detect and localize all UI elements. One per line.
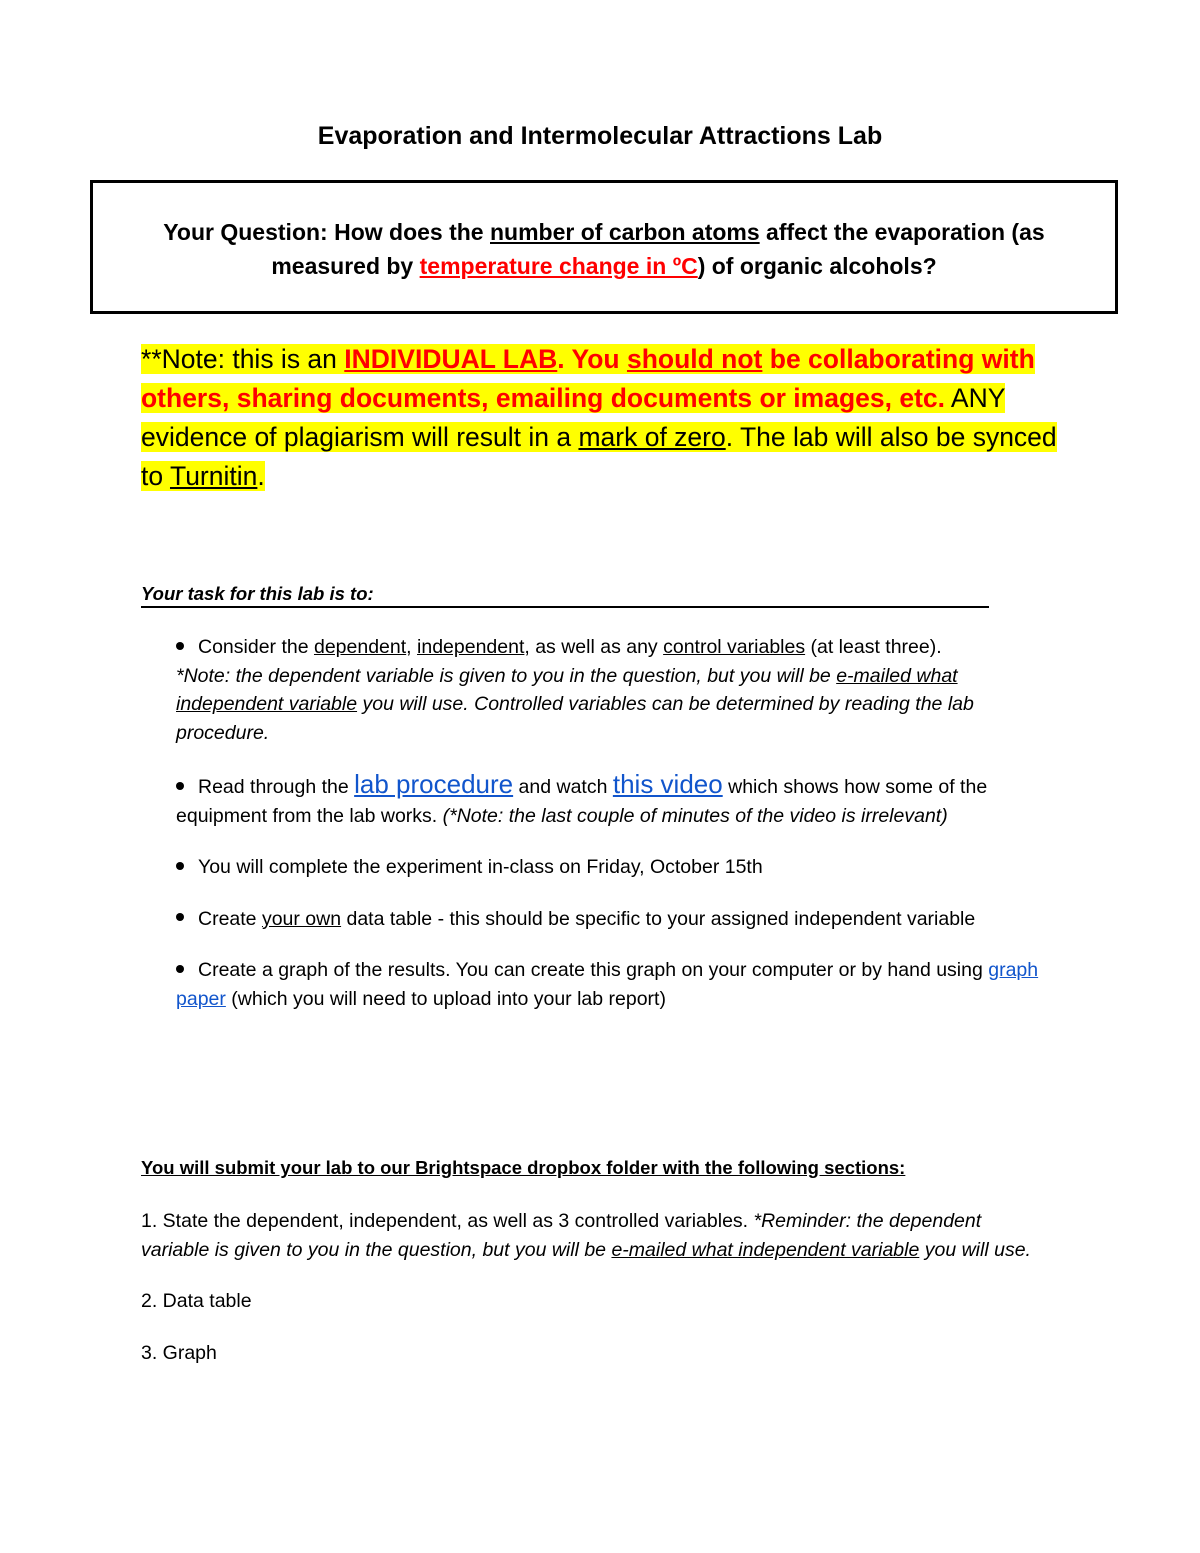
note-should-not: should not <box>626 344 763 374</box>
b1-emailed: e-mailed what independent variable <box>176 664 958 715</box>
b4-text: Create <box>198 907 262 930</box>
b3-text: You will complete the experiment in-class on Friday, October 15th <box>198 856 763 878</box>
task-bullet-variables <box>176 633 1056 747</box>
b1-note-2: you will use. Controlled variables can be determined by reading the lab procedure. <box>176 693 974 744</box>
question-prefix: Your Question: How does the <box>163 218 490 245</box>
i1-emailed: e-mailed what independent variable <box>611 1238 920 1261</box>
note-mark-of-zero: mark of zero <box>578 422 726 452</box>
b2-note: (*Note: the last couple of minutes of the video is irrelevant) <box>442 804 948 827</box>
b1-note: *Note: the dependent variable is given to you in the question, but you will be <box>176 664 837 687</box>
question-text <box>109 215 1099 283</box>
question-box <box>90 180 1118 314</box>
individual-lab-note <box>141 340 1071 496</box>
b4-your-own: your own <box>261 907 342 930</box>
note-synced: . The lab will also be synced to <box>141 422 1057 491</box>
b5-text-2: (which you will need to upload into your lab report) <box>225 987 666 1010</box>
task-bullet-data-table <box>176 905 1056 934</box>
note-collaborating: be collaborating with others, sharing documents, emailing documents or images, etc. <box>141 344 1035 413</box>
document-title: Evaporation and Intermolecular Attractions Lab <box>317 122 883 150</box>
bullet-dot-icon <box>176 913 184 921</box>
this-video-link[interactable]: this video <box>612 769 723 799</box>
b2-text: Read through the <box>198 776 355 798</box>
b2-text-3: which shows how some of the equipment from the lab works. <box>176 776 988 827</box>
task-list <box>176 633 1056 1013</box>
task-bullet-graph <box>176 956 1056 1013</box>
b1-comma: , <box>406 636 418 658</box>
b1-control-variables: control variables <box>663 636 806 658</box>
bullet-dot-icon <box>176 642 184 650</box>
section-item-variables <box>141 1207 1041 1264</box>
b2-text-2: and watch <box>513 776 613 798</box>
question-carbon-atoms: number of carbon atoms <box>490 218 760 245</box>
note-text-2: . You <box>557 344 627 374</box>
submit-heading: You will submit your lab to our Brightspace dropbox folder with the following sections: <box>141 1157 906 1178</box>
bullet-dot-icon <box>176 782 184 790</box>
b4-text-2: data table - this should be specific to your assigned independent variable <box>341 907 976 930</box>
note-intro: **Note: this is an <box>141 344 345 374</box>
b1-independent: independent <box>417 636 525 658</box>
b1-text-3: (at least three). <box>805 636 942 658</box>
b5-text: Create a graph of the results. You can create this graph on your computer or by hand using <box>198 959 989 981</box>
question-temperature-change: temperature change in ºC <box>419 252 698 279</box>
i1-text: 1. State the dependent, independent, as well as 3 controlled variables. <box>141 1210 754 1232</box>
note-plagiarism: ANY evidence of plagiarism will result in a <box>141 383 1005 452</box>
task-heading: Your task for this lab is to: <box>141 582 989 608</box>
i1-reminder: *Reminder: the dependent variable is given to you in the question, but you will be <box>141 1210 982 1261</box>
note-individual-lab: INDIVIDUAL LAB <box>344 344 558 374</box>
section-item-data-table: 2. Data table <box>141 1290 252 1312</box>
b1-text-2: , as well as any <box>524 636 664 658</box>
note-turnitin: Turnitin <box>169 461 258 491</box>
b1-dependent: dependent <box>313 636 407 658</box>
task-bullet-procedure <box>176 770 1056 830</box>
graph-paper-link[interactable]: graph paper <box>176 959 1039 1010</box>
note-period: . <box>257 461 265 491</box>
task-bullet-experiment <box>176 853 1056 882</box>
bullet-dot-icon <box>176 965 184 973</box>
i1-reminder-2: you will use. <box>919 1238 1031 1261</box>
b1-text: Consider the <box>198 636 314 658</box>
lab-procedure-link[interactable]: lab procedure <box>354 769 514 799</box>
section-item-graph: 3. Graph <box>141 1341 217 1364</box>
question-mid: affect the evaporation (as measured by <box>271 218 1045 279</box>
submission-sections <box>141 1207 1041 1367</box>
bullet-dot-icon <box>176 862 184 870</box>
question-suffix: ) of organic alcohols? <box>697 252 937 279</box>
